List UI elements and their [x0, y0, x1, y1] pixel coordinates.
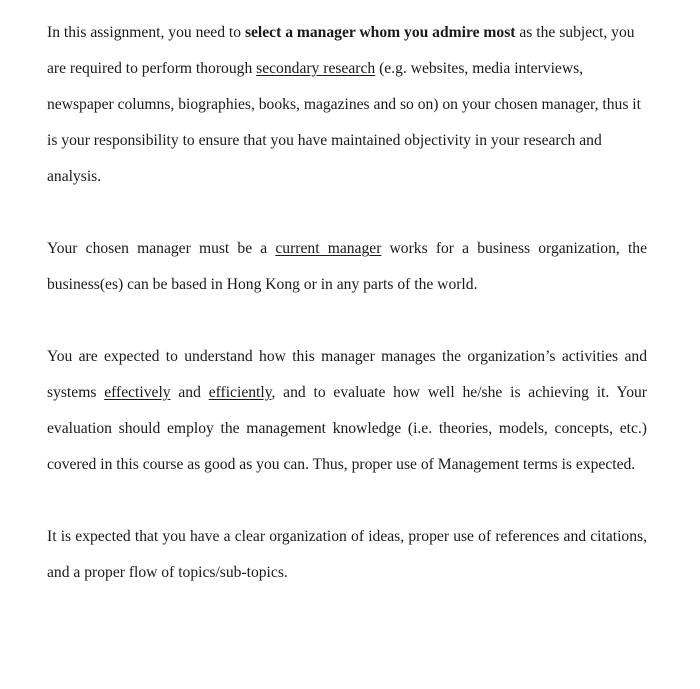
text-segment: analysis.	[47, 168, 102, 185]
paragraph-3	[47, 339, 647, 483]
underlined-text: effectively	[104, 384, 171, 401]
text-segment: It is expected that you have a clear organization of ideas, proper use of references and citations,	[47, 528, 647, 545]
paragraph-1	[47, 15, 647, 195]
bold-text: select a manager whom you admire most	[244, 24, 516, 41]
text-segment: newspaper columns, biographies, books, magazines and so on) on your chosen manager, thus it	[47, 96, 641, 113]
text-line	[47, 123, 647, 159]
paragraph-2	[47, 231, 647, 303]
text-segment: and	[170, 384, 209, 401]
document-body	[47, 15, 647, 627]
underlined-text: secondary research	[256, 60, 376, 77]
text-segment: evaluation should employ the management knowledge (i.e. theories, models, concepts, etc.)	[47, 420, 647, 437]
text-line	[47, 87, 647, 123]
text-line	[47, 339, 647, 375]
underlined-text: efficiently	[208, 384, 272, 401]
text-segment: In this assignment, you need to	[47, 24, 245, 41]
text-line	[47, 15, 647, 51]
paragraph-4	[47, 519, 647, 591]
text-segment: works for a business organization, the	[381, 240, 647, 257]
text-line	[47, 555, 647, 591]
text-segment: business(es) can be based in Hong Kong or in any parts of the world.	[47, 276, 478, 293]
text-line	[47, 447, 647, 483]
text-segment: is your responsibility to ensure that you have maintained objectivity in your research and	[47, 132, 602, 149]
text-segment: systems	[47, 384, 105, 401]
text-segment: and a proper flow of topics/sub-topics.	[47, 564, 288, 581]
text-line	[47, 375, 647, 411]
text-segment: , and to evaluate how well he/she is achieving it. Your	[271, 384, 647, 401]
text-segment: are required to perform thorough	[47, 60, 257, 77]
text-line	[47, 411, 647, 447]
text-line	[47, 159, 647, 195]
underlined-text: current manager	[275, 240, 382, 257]
text-line	[47, 51, 647, 87]
text-segment: (e.g. websites, media interviews,	[375, 60, 584, 77]
text-segment: You are expected to understand how this manager manages the organization’s activities and	[47, 348, 647, 365]
text-line	[47, 519, 647, 555]
text-line	[47, 231, 647, 267]
text-segment: covered in this course as good as you can. Thus, proper use of Management terms is expected.	[47, 456, 636, 473]
text-segment: Your chosen manager must be a	[47, 240, 276, 257]
text-line	[47, 267, 647, 303]
text-segment: as the subject, you	[515, 24, 635, 41]
